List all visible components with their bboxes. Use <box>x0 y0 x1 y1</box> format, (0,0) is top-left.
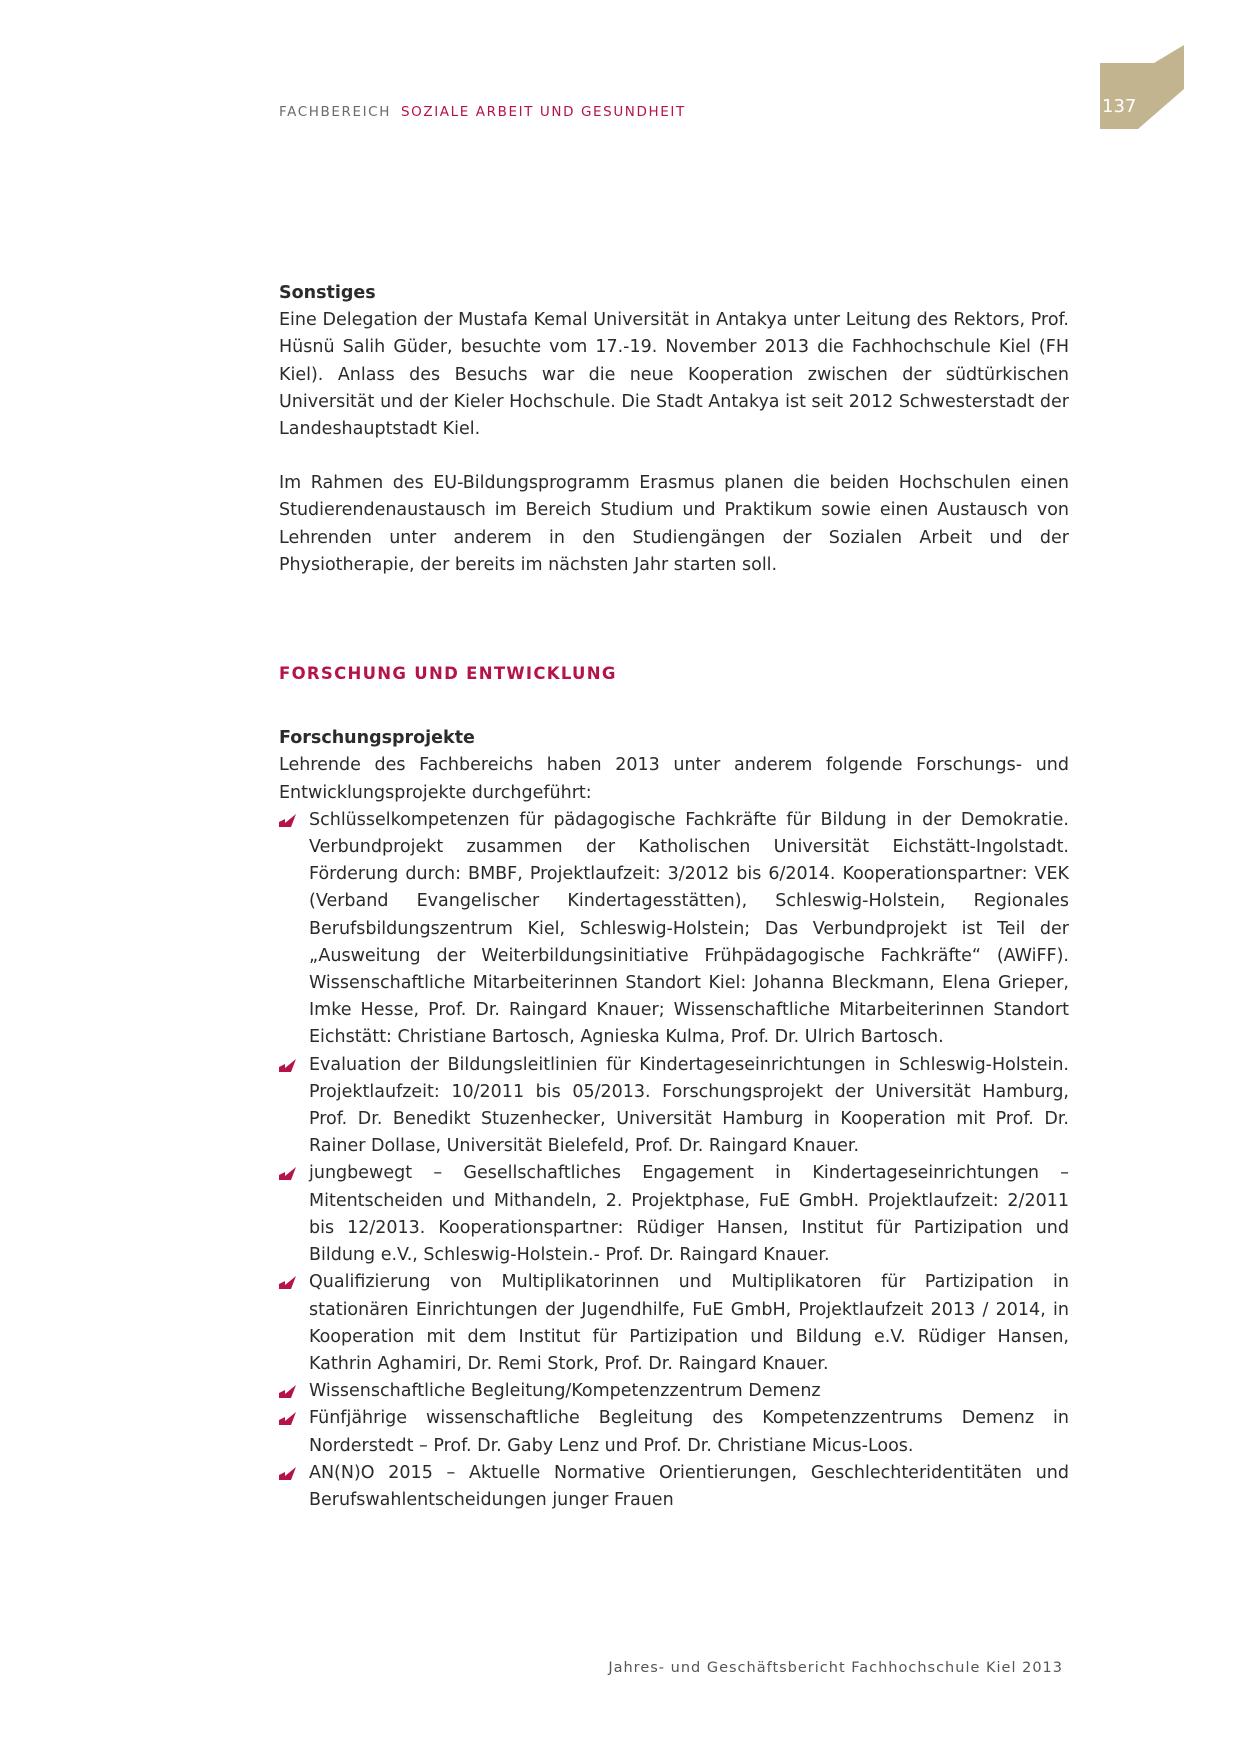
section-heading-forschung: FORSCHUNG UND ENTWICKLUNG <box>279 664 617 684</box>
project-text: Schlüsselkompetenzen für pädagogische Fachkräfte für Bildung in der Demokratie. Verbundprojekt zusammen der Katholischen Universität Eichstätt-Ingolstadt. Förderung durch: BMBF, Projektlaufzeit: 3/2012 bis 6/2014. Kooperationspartner: VEK (Verband Evangelischer Kindertagesstätten), Schleswig-Holstein, Regionales Berufsbildungszentrum Kiel, Schleswig-Holstein; Das Verbundprojekt ist Teil der „Ausweitung der Weiterbildungsinitiative Frühpädagogische Fachkräfte“ (AWiFF). Wissenschaftliche Mitarbeiterinnen Standort Kiel: Johanna Bleckmann, Elena Grieper, Imke Hesse, Prof. Dr. Raingard Knauer; Wissenschaftliche Mitarbeiterinnen Standort Eichstätt: Christiane Bartosch, Agnieska Kulma, Prof. Dr. Ulrich Bartosch. <box>309 809 1069 1048</box>
forschungsprojekte-heading: Forschungsprojekte <box>279 728 475 749</box>
header-department-label: FACHBEREICH <box>279 104 391 120</box>
list-item <box>279 1405 1069 1459</box>
page-number: 137 <box>1102 96 1137 117</box>
project-list <box>279 807 1069 1514</box>
project-text: Evaluation der Bildungsleitlinien für Kindertageseinrichtungen in Schleswig-Holstein. Projektlaufzeit: 10/2011 bis 05/2013. Forschungsprojekt der Universität Hamburg, Prof. Dr. Benedikt Stuzenhecker, Universität Hamburg in Kooperation mit Prof. Dr. Rainer Dollase, Universität Bielefeld, Prof. Dr. Raingard Knauer. <box>309 1054 1069 1157</box>
checkmark-icon <box>279 813 297 829</box>
list-item <box>279 807 1069 1052</box>
sonstiges-paragraph-2: Im Rahmen des EU-Bildungsprogramm Erasmus planen die beiden Hochschulen einen Studierendenaustausch im Bereich Studium und Praktikum sowie einen Austausch von Lehrenden unter anderem in den Studiengängen der Sozialen Arbeit und der Physiotherapie, der bereits im nächsten Jahr starten soll. <box>279 473 1069 575</box>
project-text: Qualifizierung von Multiplikatorinnen und Multiplikatoren für Partizipation in stationären Einrichtungen der Jugendhilfe, FuE GmbH, Projektlaufzeit 2013 / 2014, in Kooperation mit dem Institut für Partizipation und Bildung e.V. Rüdiger Hansen, Kathrin Aghamiri, Dr. Remi Stork, Prof. Dr. Raingard Knauer. <box>309 1272 1069 1374</box>
list-item <box>279 1269 1069 1378</box>
list-item <box>279 1378 1069 1405</box>
sonstiges-paragraph-1: Eine Delegation der Mustafa Kemal Universität in Antakya unter Leitung des Rektors, Prof. Hüsnü Salih Güder, besuchte vom 17.-19. November 2013 die Fachhochschule Kiel (FH Kiel). Anlass des Besuchs war die neue Kooperation zwischen der südtürkischen Universität und der Kieler Hochschule. Die Stadt Antakya ist seit 2012 Schwesterstadt der Landeshauptstadt Kiel. <box>279 310 1069 440</box>
sonstiges-heading: Sonstiges <box>279 283 376 303</box>
running-footer: Jahres- und Geschäftsbericht Fachhochschule Kiel 2013 <box>608 1660 1063 1676</box>
checkmark-icon <box>279 1384 297 1400</box>
running-header <box>279 104 686 120</box>
checkmark-icon <box>279 1166 297 1182</box>
project-text: Wissenschaftliche Begleitung/Kompetenzzentrum Demenz <box>309 1381 821 1402</box>
checkmark-icon <box>279 1058 297 1074</box>
project-text: jungbewegt – Gesellschaftliches Engagement in Kindertageseinrichtungen – Mitentscheiden und Mithandeln, 2. Projektphase, FuE GmbH. Projektlaufzeit: 2/2011 bis 12/2013. Kooperationspartner: Rüdiger Hansen, Institut für Partizipation und Bildung e.V., Schleswig-Holstein.- Prof. Dr. Raingard Knauer. <box>309 1163 1069 1266</box>
checkmark-icon <box>279 1275 297 1291</box>
main-content <box>279 280 1069 1514</box>
list-item <box>279 1052 1069 1161</box>
checkmark-icon <box>279 1466 297 1482</box>
forschung-intro: Lehrende des Fachbereichs haben 2013 unter anderem folgende Forschungs- und Entwicklungsprojekte durchgeführt: <box>279 755 1069 803</box>
project-text: AN(N)O 2015 – Aktuelle Normative Orientierungen, Geschlechteridentitäten und Berufswahlentscheidungen junger Frauen <box>309 1462 1069 1510</box>
list-item <box>279 1160 1069 1269</box>
checkmark-icon <box>279 1411 297 1427</box>
list-item <box>279 1460 1069 1514</box>
header-department-name: SOZIALE ARBEIT UND GESUNDHEIT <box>400 104 686 120</box>
project-text: Fünfjährige wissenschaftliche Begleitung des Kompetenzzentrums Demenz in Norderstedt – Prof. Dr. Gaby Lenz und Prof. Dr. Christiane Micus-Loos. <box>309 1408 1069 1456</box>
